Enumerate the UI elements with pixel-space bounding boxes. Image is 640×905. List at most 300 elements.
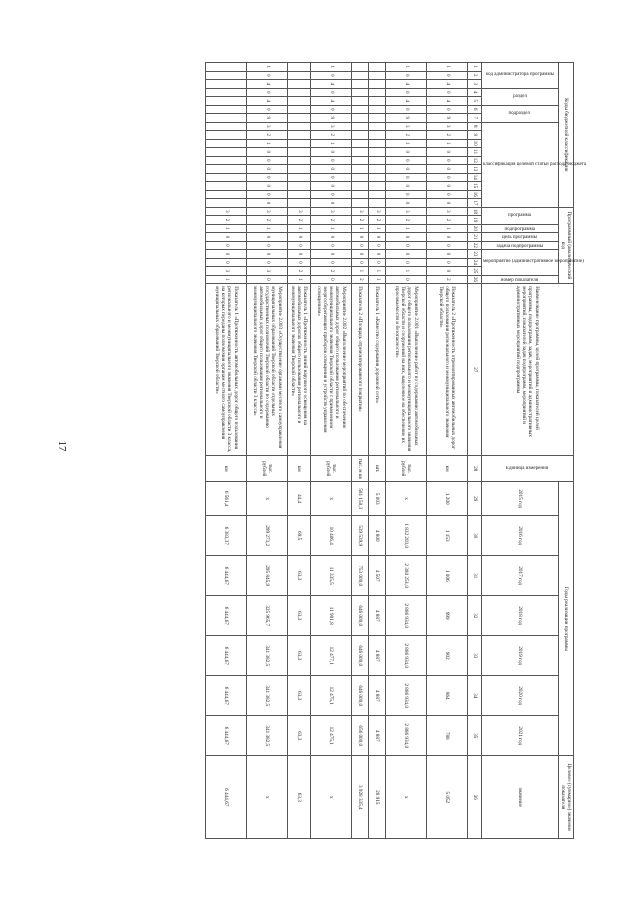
- code-cell: 0: [247, 241, 288, 250]
- code-cell: [288, 182, 311, 191]
- table-row: [288, 63, 311, 839]
- header-year-2017: 2017 год: [481, 556, 558, 596]
- column-number: 36: [468, 756, 481, 839]
- code-cell: 0: [288, 241, 311, 250]
- row-value-2020: 63,3: [288, 676, 311, 716]
- header-program-text: программа: [508, 212, 532, 218]
- code-cell: 0: [386, 275, 427, 284]
- code-cell: 2: [427, 275, 468, 284]
- code-cell: [352, 156, 369, 165]
- row-value-2016: 6 383,37: [206, 516, 247, 556]
- column-number: 10: [468, 139, 481, 148]
- code-cell: 1: [206, 224, 247, 233]
- row-value-2021: 63,3: [288, 716, 311, 756]
- code-cell: 0: [311, 199, 352, 208]
- column-number: 34: [468, 676, 481, 716]
- code-cell: [352, 114, 369, 123]
- code-cell: 0: [386, 199, 427, 208]
- code-cell: 2: [247, 216, 288, 225]
- row-value-2021: 6 444,67: [206, 716, 247, 756]
- code-cell: [206, 131, 247, 140]
- code-cell: 0: [311, 105, 352, 114]
- code-cell: [369, 148, 386, 157]
- code-cell: [288, 190, 311, 199]
- code-cell: 1: [352, 224, 369, 233]
- column-number: 5: [468, 97, 481, 106]
- row-target: 3 928 335,4: [352, 756, 369, 839]
- code-cell: [206, 97, 247, 106]
- code-cell: [288, 122, 311, 131]
- code-cell: 0: [386, 258, 427, 267]
- header-subprogram-text: подпрограмма: [504, 226, 535, 232]
- code-cell: 0: [386, 190, 427, 199]
- row-target: 28 915: [369, 756, 386, 839]
- code-cell: [369, 139, 386, 148]
- table-row: [386, 63, 427, 839]
- row-unit: км: [288, 456, 311, 482]
- row-name: Мероприятие 2.001 «Выполнение работ по содержанию автомобильных дорог общего пользования регионального и межмуниципального значения Тверской области и сооружений на них, нацеленное на обеспечение их проезжаемости и безопасности»: [386, 284, 427, 456]
- code-cell: [206, 71, 247, 80]
- code-cell: 3: [427, 122, 468, 131]
- row-value-2016: 539 539,9: [352, 516, 369, 556]
- code-cell: 3: [311, 122, 352, 131]
- column-number: 13: [468, 165, 481, 174]
- code-cell: 1: [311, 139, 352, 148]
- row-value-2021: 4 887: [369, 716, 386, 756]
- row-value-2017: 6 444,67: [206, 556, 247, 596]
- header-subprogram: [481, 224, 558, 233]
- code-cell: 0: [427, 182, 468, 191]
- row-value-2015: 6 561,4: [206, 482, 247, 516]
- header-target-title: Целевое (суммарное) значение показателя: [558, 756, 573, 839]
- code-cell: 0: [247, 182, 288, 191]
- code-cell: 3: [311, 207, 352, 216]
- code-cell: 4: [247, 97, 288, 106]
- row-name: Показатель 2 «Площадь отремонтированного покрытия»: [352, 284, 369, 456]
- row-unit: км: [206, 456, 247, 482]
- row-value-2021: 2 886 934,0: [386, 716, 427, 756]
- header-year-2020: 2020 год: [481, 676, 558, 716]
- rotated-table-container: [74, 62, 586, 838]
- code-cell: [206, 88, 247, 97]
- code-cell: 0: [427, 267, 468, 276]
- code-cell: 1: [369, 224, 386, 233]
- column-number: 4: [468, 88, 481, 97]
- row-value-2019: 2 886 934,0: [386, 636, 427, 676]
- code-cell: 0: [386, 165, 427, 174]
- code-cell: [352, 173, 369, 182]
- code-cell: 0: [247, 165, 288, 174]
- code-cell: 3: [247, 122, 288, 131]
- code-cell: 0: [386, 233, 427, 242]
- code-cell: [352, 165, 369, 174]
- code-cell: 9: [311, 114, 352, 123]
- column-number: 35: [468, 716, 481, 756]
- code-cell: 0: [311, 241, 352, 250]
- row-value-2017: 753 000,0: [352, 556, 369, 596]
- row-value-2017: 4 507: [369, 556, 386, 596]
- code-cell: 0: [386, 148, 427, 157]
- code-cell: 0: [247, 258, 288, 267]
- code-cell: 3: [288, 207, 311, 216]
- row-value-2017: 63,3: [288, 556, 311, 596]
- row-value-2018: 999: [427, 596, 468, 636]
- code-cell: 0: [386, 250, 427, 259]
- code-cell: 0: [427, 105, 468, 114]
- code-cell: 4: [386, 80, 427, 89]
- code-cell: 0: [288, 233, 311, 242]
- column-number: 25: [468, 267, 481, 276]
- row-value-2017: 1 006: [427, 556, 468, 596]
- column-number: 30: [468, 516, 481, 556]
- code-cell: 0: [288, 258, 311, 267]
- code-cell: 1: [386, 139, 427, 148]
- code-cell: 1: [369, 275, 386, 284]
- code-cell: 0: [247, 250, 288, 259]
- column-number: 27: [468, 284, 481, 456]
- code-cell: [352, 190, 369, 199]
- code-cell: [206, 122, 247, 131]
- row-unit: тыс. рублей: [311, 456, 352, 482]
- code-cell: 0: [247, 148, 288, 157]
- row-value-2020: 12 475,1: [311, 676, 352, 716]
- code-cell: 0: [427, 156, 468, 165]
- code-cell: 2: [427, 216, 468, 225]
- code-cell: 0: [247, 88, 288, 97]
- column-number: 32: [468, 596, 481, 636]
- row-value-2018: 6 444,67: [206, 596, 247, 636]
- code-cell: [206, 165, 247, 174]
- code-cell: 3: [386, 207, 427, 216]
- code-cell: [352, 105, 369, 114]
- code-cell: [352, 63, 369, 72]
- code-cell: 1: [311, 63, 352, 72]
- column-number: 7: [468, 114, 481, 123]
- code-cell: 2: [206, 216, 247, 225]
- code-cell: [206, 63, 247, 72]
- code-cell: 1: [427, 139, 468, 148]
- code-cell: 0: [247, 190, 288, 199]
- row-value-2018: 63,3: [288, 596, 311, 636]
- code-cell: [206, 156, 247, 165]
- header-program-name: Наименование программы, целей программы, показателей целей программы, подпрограмм, задач, мероприятий и административных мероприятий, показателей задач подпрограмм, мероприятий и административных мероприятий подпрограммы: [481, 284, 573, 456]
- code-cell: 1: [247, 224, 288, 233]
- code-cell: 3: [369, 207, 386, 216]
- code-cell: 0: [311, 71, 352, 80]
- code-cell: [352, 131, 369, 140]
- code-cell: 0: [352, 258, 369, 267]
- header-program: [481, 207, 558, 224]
- code-cell: 0: [311, 258, 352, 267]
- code-cell: [369, 97, 386, 106]
- code-cell: 1: [288, 224, 311, 233]
- row-value-2016: 1 832 203,0: [386, 516, 427, 556]
- code-cell: [352, 80, 369, 89]
- code-cell: 1: [386, 224, 427, 233]
- table-row: [427, 63, 468, 839]
- header-unit-text: Единица измерения: [506, 465, 549, 471]
- code-cell: 0: [206, 258, 247, 267]
- row-value-2020: 864: [427, 676, 468, 716]
- code-cell: [369, 182, 386, 191]
- row-unit: км: [427, 456, 468, 482]
- code-cell: 3: [352, 207, 369, 216]
- row-value-2015: х: [386, 482, 427, 516]
- code-cell: 0: [311, 182, 352, 191]
- code-cell: 3: [206, 207, 247, 216]
- header-measure-text: мероприятие (административное мероприятие): [482, 259, 584, 265]
- code-cell: 0: [311, 148, 352, 157]
- code-cell: [369, 88, 386, 97]
- column-number: 33: [468, 636, 481, 676]
- code-cell: 1: [369, 267, 386, 276]
- column-number: 14: [468, 173, 481, 182]
- header-task: [481, 241, 558, 250]
- row-value-2019: 63,3: [288, 636, 311, 676]
- header-goal: [481, 233, 558, 242]
- code-cell: 0: [311, 275, 352, 284]
- row-value-2018: 646 000,0: [352, 596, 369, 636]
- row-value-2021: 12 475,1: [311, 716, 352, 756]
- code-cell: 1: [247, 63, 288, 72]
- code-cell: 0: [427, 148, 468, 157]
- row-name: Показатель 2 «Протяженность отремонтированных автомобильных дорог общего пользования регионального и межмуниципального значения Тверской области»: [427, 284, 468, 456]
- row-value-2019: 646 000,0: [352, 636, 369, 676]
- code-cell: [352, 97, 369, 106]
- code-cell: 9: [427, 114, 468, 123]
- code-cell: 2: [386, 131, 427, 140]
- code-cell: [206, 148, 247, 157]
- code-cell: 0: [369, 250, 386, 259]
- code-cell: 0: [206, 241, 247, 250]
- code-cell: [288, 199, 311, 208]
- row-value-2020: 4 887: [369, 676, 386, 716]
- row-value-2021: 656 000,0: [352, 716, 369, 756]
- code-cell: 3: [247, 207, 288, 216]
- code-cell: 0: [427, 241, 468, 250]
- row-value-2021: 341 382,5: [247, 716, 288, 756]
- code-cell: 2: [311, 131, 352, 140]
- code-cell: 3: [247, 267, 288, 276]
- row-value-2015: х: [247, 482, 288, 516]
- code-cell: 0: [311, 156, 352, 165]
- code-cell: [288, 88, 311, 97]
- code-cell: [352, 199, 369, 208]
- code-cell: 1: [206, 275, 247, 284]
- row-name: Мероприятие 2.003 «Осуществление органами местного самоуправления муниципальных образований Тверской области отдельных государственных полномочий Тверской области по содержанию автомобильных дорог общего пользования регионального и межмуниципального значения Тверской области 3 класса»: [247, 284, 288, 456]
- row-value-2019: 341 382,5: [247, 636, 288, 676]
- code-cell: 0: [288, 250, 311, 259]
- row-target: 6 444,67: [206, 756, 247, 839]
- column-number: 28: [468, 456, 481, 482]
- code-cell: 9: [247, 114, 288, 123]
- code-cell: 0: [311, 165, 352, 174]
- code-cell: 1: [386, 267, 427, 276]
- code-cell: 1: [311, 224, 352, 233]
- code-cell: 1: [427, 63, 468, 72]
- header-measure: [481, 250, 584, 276]
- row-unit: тыс. м кв: [352, 456, 369, 482]
- code-cell: [206, 182, 247, 191]
- code-cell: 0: [247, 156, 288, 165]
- code-cell: 2: [311, 267, 352, 276]
- row-value-2016: 10 406,4: [311, 516, 352, 556]
- row-value-2015: 1 200: [427, 482, 468, 516]
- code-cell: 2: [352, 275, 369, 284]
- row-name: Показатель 1 «Качество содержания дорожной сети»: [369, 284, 386, 456]
- row-value-2017: 2 380 251,0: [386, 556, 427, 596]
- header-year-2019: 2019 год: [481, 636, 558, 676]
- code-cell: [288, 80, 311, 89]
- code-cell: 4: [427, 80, 468, 89]
- row-value-2015: 44,4: [288, 482, 311, 516]
- code-cell: 1: [352, 267, 369, 276]
- code-cell: 2: [427, 131, 468, 140]
- code-cell: [369, 190, 386, 199]
- column-number: 11: [468, 148, 481, 157]
- code-cell: 0: [311, 88, 352, 97]
- code-cell: 0: [206, 233, 247, 242]
- code-cell: [288, 139, 311, 148]
- code-cell: [369, 156, 386, 165]
- code-cell: 0: [369, 241, 386, 250]
- code-cell: 0: [386, 173, 427, 182]
- code-cell: 4: [386, 97, 427, 106]
- code-cell: 1: [247, 139, 288, 148]
- row-target: х: [247, 756, 288, 839]
- header-years-title: Годы реализации программы: [558, 482, 573, 756]
- page-number: 17: [56, 440, 68, 452]
- header-indicator-number-text: номер показателя: [500, 277, 539, 283]
- header-budget-codes: Коды бюджетной классификации: [558, 63, 573, 208]
- header-program-code: Программный (аналитический код: [558, 207, 573, 284]
- header-subsection-text: подраздел: [508, 110, 531, 116]
- code-cell: [369, 122, 386, 131]
- code-cell: 9: [386, 114, 427, 123]
- code-cell: 0: [311, 233, 352, 242]
- row-value-2016: 4 800: [369, 516, 386, 556]
- code-cell: 0: [427, 190, 468, 199]
- column-number: 16: [468, 190, 481, 199]
- table-row: [369, 63, 386, 839]
- column-number: 19: [468, 216, 481, 225]
- column-number: 31: [468, 556, 481, 596]
- code-cell: [288, 156, 311, 165]
- column-number: 24: [468, 258, 481, 267]
- code-cell: 0: [247, 71, 288, 80]
- table-row: [311, 63, 352, 839]
- code-cell: 0: [352, 241, 369, 250]
- row-unit: шт.: [369, 456, 386, 482]
- code-cell: 0: [386, 182, 427, 191]
- row-value-2015: 581 150,3: [352, 482, 369, 516]
- row-value-2019: 4 887: [369, 636, 386, 676]
- code-cell: [352, 122, 369, 131]
- column-number: 8: [468, 122, 481, 131]
- code-cell: 4: [427, 97, 468, 106]
- column-number: 2: [468, 71, 481, 80]
- column-number: 21: [468, 233, 481, 242]
- code-cell: 3: [427, 207, 468, 216]
- column-number: 22: [468, 241, 481, 250]
- column-number: 12: [468, 156, 481, 165]
- code-cell: [206, 105, 247, 114]
- code-cell: [288, 131, 311, 140]
- code-cell: 0: [386, 71, 427, 80]
- row-value-2020: 2 886 934,0: [386, 676, 427, 716]
- code-cell: [206, 173, 247, 182]
- code-cell: [352, 71, 369, 80]
- header-target-item-text: классификация целевой статьи расхода бюджета: [482, 161, 586, 167]
- row-value-2019: 12 477,1: [311, 636, 352, 676]
- code-cell: 0: [386, 88, 427, 97]
- table-row: [247, 63, 288, 839]
- code-cell: 0: [427, 173, 468, 182]
- row-unit: тыс. рублей: [386, 456, 427, 482]
- code-cell: 0: [247, 275, 288, 284]
- row-value-2020: 646 000,0: [352, 676, 369, 716]
- code-cell: 0: [247, 173, 288, 182]
- row-target: 63,3: [288, 756, 311, 839]
- row-value-2017: 11 335,5: [311, 556, 352, 596]
- column-number: 29: [468, 482, 481, 516]
- code-cell: [206, 199, 247, 208]
- code-cell: 0: [352, 233, 369, 242]
- code-cell: [206, 114, 247, 123]
- code-cell: [352, 139, 369, 148]
- code-cell: [206, 190, 247, 199]
- code-cell: 0: [311, 250, 352, 259]
- code-cell: 4: [247, 80, 288, 89]
- code-cell: [206, 80, 247, 89]
- header-unit: [481, 456, 573, 482]
- column-number: 17: [468, 199, 481, 208]
- code-cell: [369, 173, 386, 182]
- column-number: 1: [468, 63, 481, 72]
- code-cell: 1: [427, 224, 468, 233]
- code-cell: 1: [288, 275, 311, 284]
- code-cell: 0: [247, 199, 288, 208]
- code-cell: 4: [311, 80, 352, 89]
- code-cell: [288, 148, 311, 157]
- header-subsection: [481, 105, 558, 122]
- row-value-2021: 788: [427, 716, 468, 756]
- column-number: 18: [468, 207, 481, 216]
- code-cell: 0: [386, 105, 427, 114]
- table-row: [352, 63, 369, 839]
- code-cell: [369, 199, 386, 208]
- code-cell: [369, 131, 386, 140]
- code-cell: [369, 71, 386, 80]
- row-name: Показатель 1 «Протяженность автомобильных дорог общего пользования регионального и межмуниципального значения Тверской области 3 класса, на которых переданы полномочия органам местного самоуправления муниципальных образований Тверской области»: [206, 284, 247, 456]
- header-admin-code-text: код администратора программы: [485, 72, 554, 78]
- code-cell: [352, 148, 369, 157]
- code-cell: [369, 80, 386, 89]
- header-admin-code: [481, 63, 558, 89]
- code-cell: [352, 182, 369, 191]
- row-value-2016: 1 153: [427, 516, 468, 556]
- code-cell: 0: [369, 258, 386, 267]
- header-year-2021: 2021 год: [481, 716, 558, 756]
- header-section: [481, 88, 558, 105]
- row-value-2018: 11 901,8: [311, 596, 352, 636]
- row-value-2016: 299 273,2: [247, 516, 288, 556]
- row-value-2018: 325 965,7: [247, 596, 288, 636]
- column-number: 15: [468, 182, 481, 191]
- header-task-text: задача подпрограммы: [496, 243, 543, 249]
- code-cell: [288, 97, 311, 106]
- code-cell: 0: [427, 258, 468, 267]
